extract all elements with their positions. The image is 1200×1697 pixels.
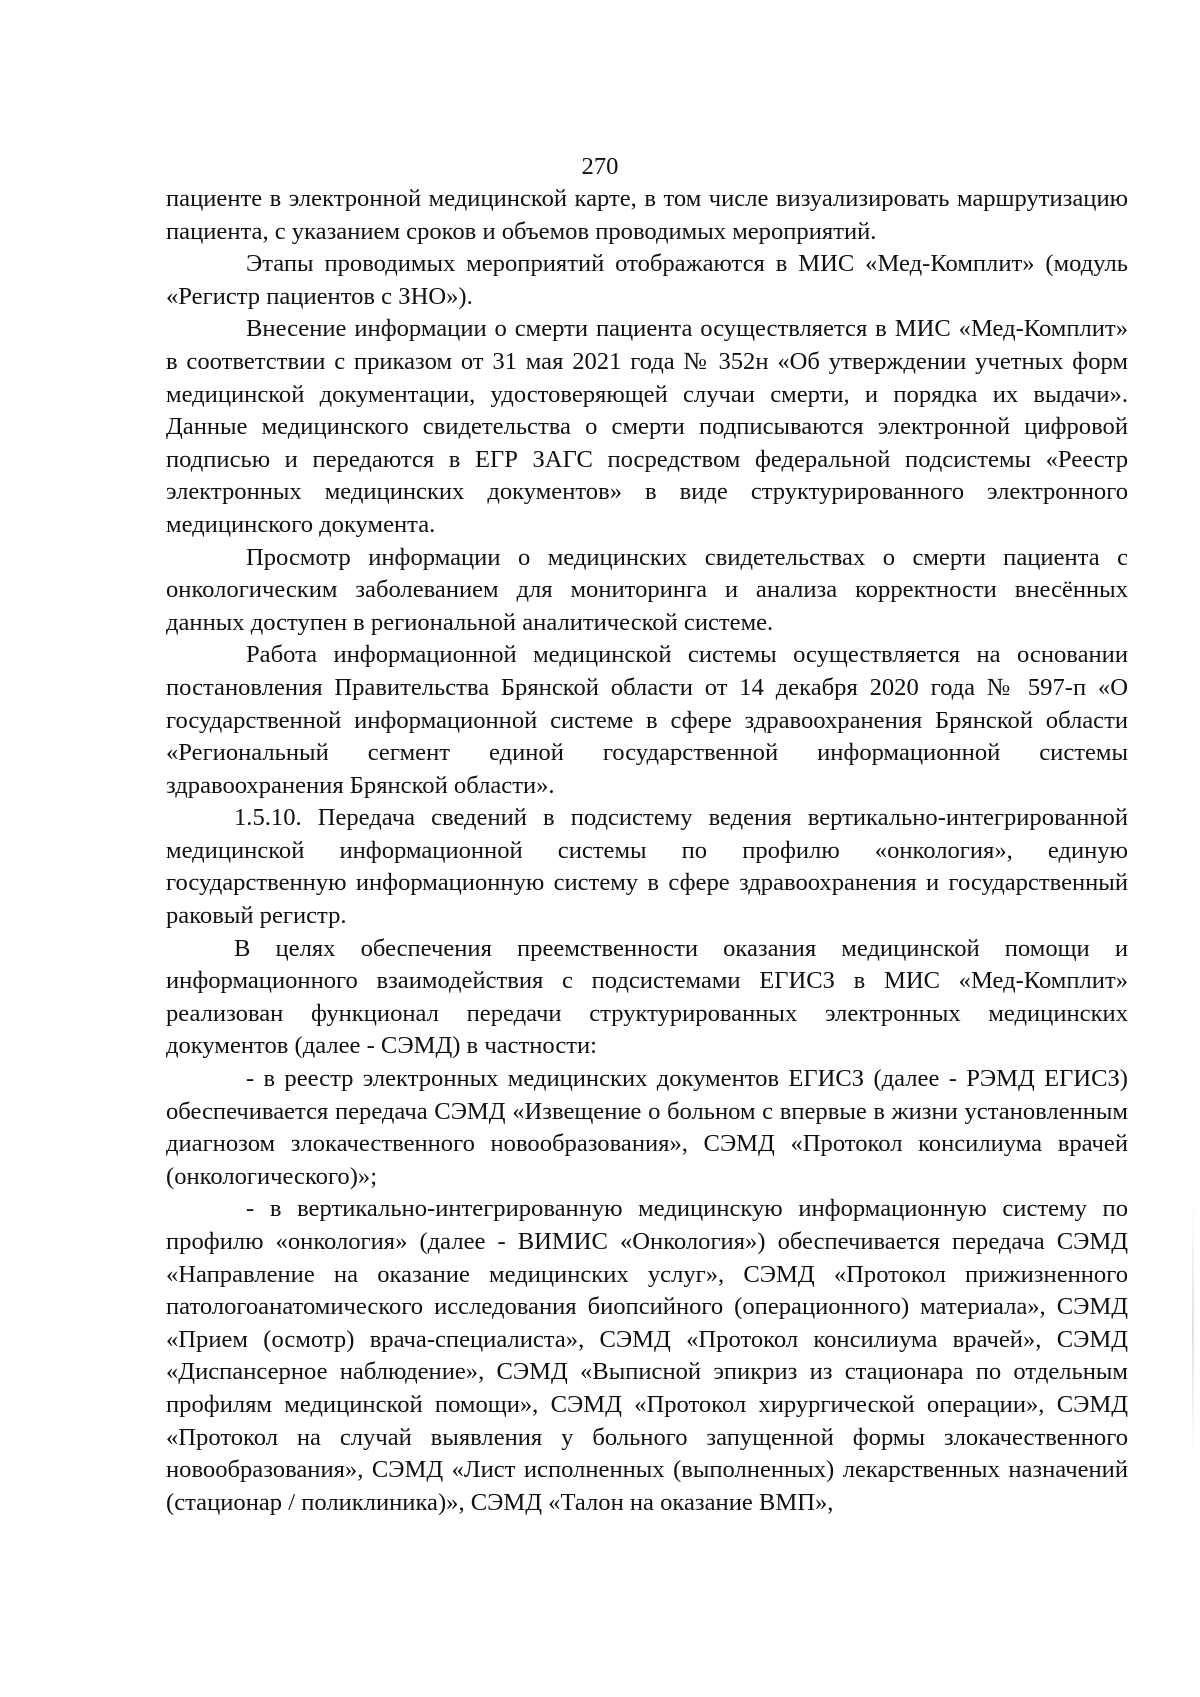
paragraph-continuation: пациенте в электронной медицинской карте, в том числе визуализировать маршрутизацию пациента, с указанием сроков и объемов проводимых мероприятий. xyxy=(166,185,1128,245)
page-number: 270 xyxy=(581,153,619,180)
paragraph-stages: Этапы проводимых мероприятий отображаются в МИС «Мед-Комплит» (модуль «Регистр пациентов с ЗНО»). xyxy=(166,250,1128,310)
scan-edge-mark xyxy=(1192,1200,1194,1460)
list-item-remd: - в реестр электронных медицинских документов ЕГИСЗ (далее - РЭМД ЕГИСЗ) обеспечивается передача СЭМД «Извещение о больном с впервые в жизни установленным диагнозом злокачественного новообразования», СЭМД «Протокол консилиума врачей (онкологического)»; xyxy=(166,1065,1128,1190)
paragraph-certificates-view: Просмотр информации о медицинских свидетельствах о смерти пациента с онкологическим заболеванием для мониторинга и анализа корректности внесённых данных доступен в региональной аналитической системе. xyxy=(166,543,1128,636)
paragraph-death-info: Внесение информации о смерти пациента осуществляется в МИС «Мед-Комплит» в соответствии с приказом от 31 мая 2021 года № 352н «Об утверждении учетных форм медицинской документации, удостоверяющей случаи смерти, и порядка их выдачи». Данные медицинского свидетельства о смерти подписываются электронной цифровой подписью и передаются в ЕГР ЗАГС посредством федеральной подсистемы «Реестр электронных медицинских документов» в виде структурированного электронного медицинского документа. xyxy=(166,315,1128,538)
document-body xyxy=(166,183,1128,1519)
paragraph-continuity: В целях обеспечения преемственности оказания медицинской помощи и информационного взаимодействия с подсистемами ЕГИСЗ в МИС «Мед-Комплит» реализован функционал передачи структурированных электронных медицинских документов (далее - СЭМД) в частности: xyxy=(166,934,1128,1060)
list-item-vimis: - в вертикально-интегрированную медицинскую информационную систему по профилю «онкология» (далее - ВИМИС «Онкология») обеспечивается передача СЭМД «Направление на оказание медицинских услуг», СЭМД «Протокол прижизненного патологоанатомического исследования биопсийного (операционного) материала», СЭМД «Прием (осмотр) врача-специалиста», СЭМД «Протокол консилиума врачей», СЭМД «Диспансерное наблюдение», СЭМД «Выписной эпикриз из стационара по отдельным профилям медицинской помощи», СЭМД «Протокол хирургической операции», СЭМД «Протокол на случай выявления у больного запущенной формы злокачественного новообразования», СЭМД «Лист исполненных (выполненных) лекарственных назначений (стационар / поликлиника)», СЭМД «Талон на оказание ВМП», xyxy=(166,1195,1128,1516)
section-heading-1-5-10: 1.5.10. Передача сведений в подсистему ведения вертикально-интегрированной медицинской информационной системы по профилю «онкология», единую государственную информационную систему в сфере здравоохранения и государственный раковый регистр. xyxy=(166,804,1128,930)
paragraph-system-operation: Работа информационной медицинской системы осуществляется на основании постановления Правительства Брянской области от 14 декабря 2020 года № 597-п «О государственной информационной системе в сфере здравоохранения Брянской области «Региональный сегмент единой государственной информационной системы здравоохранения Брянской области». xyxy=(166,641,1128,799)
